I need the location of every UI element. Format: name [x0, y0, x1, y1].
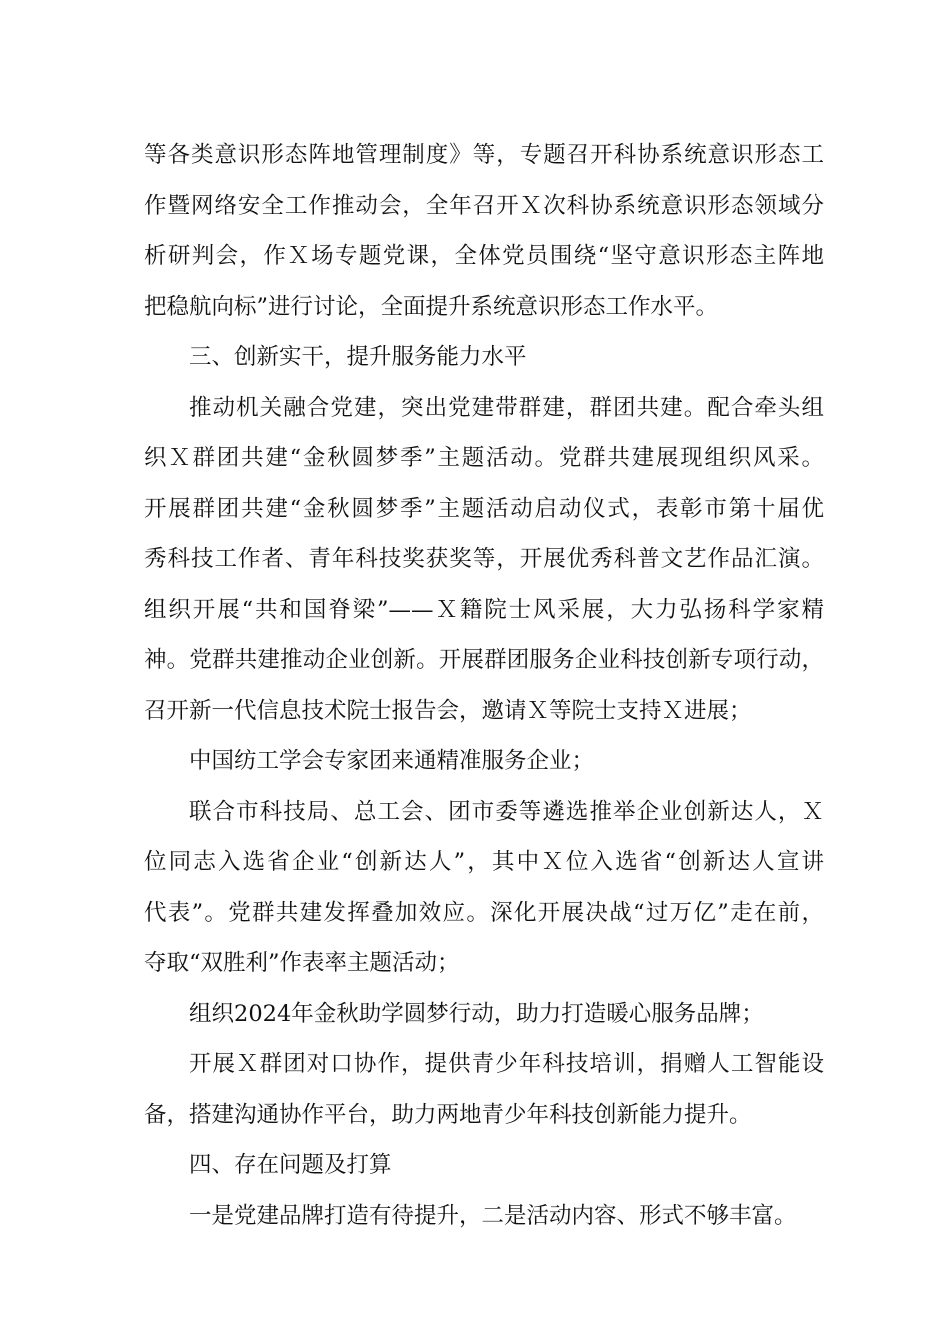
paragraph-line: 中国纺工学会专家团来通精准服务企业； — [189, 748, 595, 774]
paragraph-line: 一是党建品牌打造有待提升，二是活动内容、形式不够丰富。 — [189, 1202, 797, 1229]
paragraph-line: 开展Ｘ群团对口协作，提供青少年科技培训，捐赠人工智能设 — [189, 1051, 824, 1077]
paragraph-line: 召开新一代信息技术院士报告会，邀请Ｘ等院士支持Ｘ进展； — [144, 697, 752, 724]
paragraph-line: 等各类意识形态阵地管理制度》等，专题召开科协系统意识形态工 — [144, 142, 824, 168]
paragraph-line: 开展群团共建“金秋圆梦季”主题活动启动仪式，表彰市第十届优 — [144, 495, 824, 522]
section-heading: 三、创新实干，提升服务能力水平 — [189, 344, 527, 370]
paragraph-line: 织Ｘ群团共建“金秋圆梦季”主题活动。党群共建展现组织风采。 — [144, 445, 824, 471]
paragraph-line: 神。党群共建推动企业创新。开展群团服务企业科技创新专项行动， — [144, 647, 824, 673]
paragraph-line: 推动机关融合党建，突出党建带群建，群团共建。配合牵头组 — [189, 394, 824, 421]
paragraph-line: 联合市科技局、总工会、团市委等遴选推举企业创新达人，Ｘ — [189, 798, 824, 825]
paragraph-line: 把稳航向标”进行讨论，全面提升系统意识形态工作水平。 — [144, 293, 719, 320]
paragraph-line: 代表”。党群共建发挥叠加效应。深化开展决战“过万亿”走在前， — [144, 899, 824, 926]
document-body — [144, 130, 824, 1241]
paragraph-line: 夺取“双胜利”作表率主题活动； — [144, 950, 460, 976]
paragraph-line: 秀科技工作者、青年科技奖获奖等，开展优秀科普文艺作品汇演。 — [144, 546, 824, 572]
paragraph-line: 析研判会，作Ｘ场专题党课，全体党员围绕“坚守意识形态主阵地 — [144, 243, 824, 269]
paragraph-line: 组织开展“共和国脊梁”——Ｘ籍院士风采展，大力弘扬科学家精 — [144, 596, 824, 623]
paragraph-line: 组织2024年金秋助学圆梦行动，助力打造暖心服务品牌； — [189, 1000, 764, 1027]
paragraph-line: 备，搭建沟通协作平台，助力两地青少年科技创新能力提升。 — [144, 1101, 752, 1128]
section-heading: 四、存在问题及打算 — [189, 1152, 392, 1178]
paragraph-line: 作暨网络安全工作推动会，全年召开Ｘ次科协系统意识形态领域分 — [144, 192, 824, 219]
paragraph-line: 位同志入选省企业“创新达人”，其中Ｘ位入选省“创新达人宣讲 — [144, 849, 824, 875]
